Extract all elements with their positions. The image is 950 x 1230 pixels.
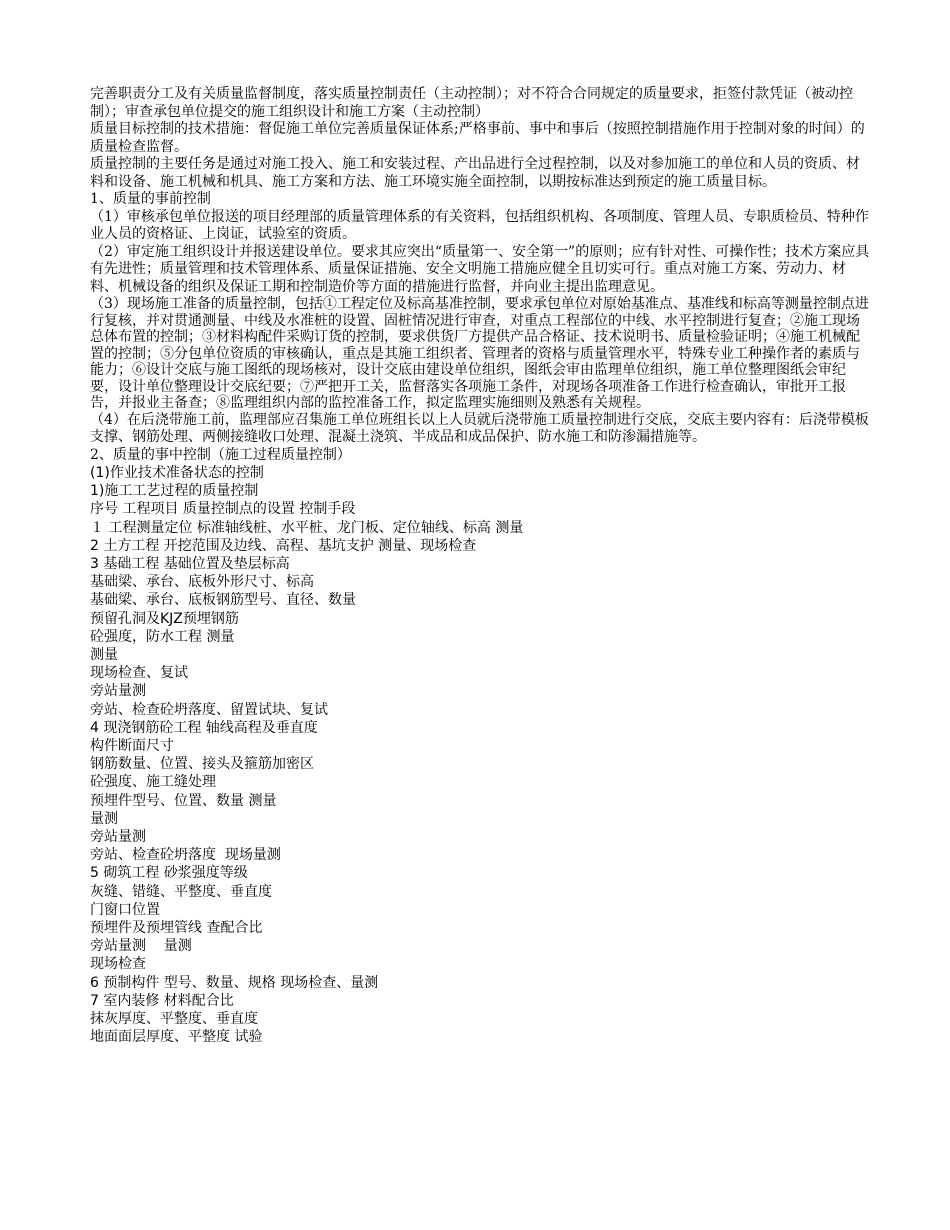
- table-line: 2 土方工程 开挖范围及边线、高程、基坑支护 测量、现场检查: [90, 537, 477, 554]
- table-line: 旁站量测: [90, 829, 146, 846]
- table-line: 基础梁、承台、底板外形尺寸、标高: [90, 574, 314, 591]
- table-line: 抹灰厚度、平整度、垂直度: [90, 1011, 258, 1028]
- table-header-line: 序号 工程项目 质量控制点的设置 控制手段: [90, 501, 356, 518]
- paragraph-item-4: （4）在后浇带施工前，监理部应召集施工单位班组长以上人员就后浇带施工质量控制进行交底，交底主要内容有：后浇带模板支撑、钢筋处理、两侧接缝收口处理、混凝土浇筑、半成品和成品保护、防水施工和防渗漏措施等。: [90, 411, 869, 445]
- table-line: 测量: [90, 647, 118, 664]
- paragraph-quality-responsibility: 完善职责分工及有关质量监督制度，落实质量控制责任（主动控制）；对不符合合同规定的质量要求，拒签付款凭证（被动控制）；审查承包单位提交的施工组织设计和施工方案（主动控制）: [90, 86, 853, 120]
- table-line: 预埋件及预埋管线 查配合比: [90, 920, 263, 937]
- paragraph-item-2: （2）审定施工组织设计并报送建设单位。要求其应突出“质量第一、安全第一”的原则；应有针对性、可操作性；技术方案应具有先进性；质量管理和技术管理体系、质量保证措施、安全文明施工措施应健全且切实可行。重点对施工方案、劳动力、材料、机械设备的组织及保证工期和控制造价等方面的措施进行监督，并向业主提出监理意见。: [90, 243, 870, 295]
- document-page: [90, 86, 870, 1047]
- table-line: 门窗口位置: [90, 901, 160, 918]
- table-line: 地面面层厚度、平整度 试验: [90, 1029, 263, 1046]
- table-line: 预留孔洞及KJZ预埋钢筋: [90, 610, 239, 627]
- table-line: 构件断面尺寸: [90, 738, 174, 755]
- table-line: 旁站、检查砼坍落度、留置试块、复试: [90, 701, 328, 718]
- table-line: 5 砌筑工程 砂浆强度等级: [90, 865, 248, 882]
- table-line: 旁站、检查砼坍落度 现场量测: [90, 847, 281, 864]
- table-line: 旁站量测 量测: [90, 938, 192, 955]
- table-line: 预埋件型号、位置、数量 测量: [90, 792, 277, 809]
- paragraph-item-1: （1）审核承包单位报送的项目经理部的质量管理体系的有关资料，包括组织机构、各项制度、管理人员、专职质检员、特种作业人员的资格证、上岗证，试验室的资质。: [90, 208, 869, 242]
- text-line: 1)施工工艺过程的质量控制: [90, 483, 259, 500]
- table-line: 现场检查: [90, 956, 146, 973]
- table-line: 灰缝、错缝、平整度、垂直度: [90, 883, 272, 900]
- table-line: 7 室内装修 材料配合比: [90, 992, 234, 1009]
- table-line: １ 工程测量定位 标准轴线桩、水平桩、龙门板、定位轴线、标高 测量: [90, 519, 524, 536]
- table-line: 4 现浇钢筋砼工程 轴线高程及垂直度: [90, 719, 318, 736]
- table-line: 6 预制构件 型号、数量、规格 现场检查、量测: [90, 974, 379, 991]
- table-line: 基础梁、承台、底板钢筋型号、直径、数量: [90, 592, 356, 609]
- table-line: 砼强度、施工缝处理: [90, 774, 216, 791]
- heading-in-process-control: 2、质量的事中控制（施工过程质量控制）: [90, 446, 351, 463]
- table-line: 现场检查、复试: [90, 665, 188, 682]
- paragraph-main-task: 质量控制的主要任务是通过对施工投入、施工和安装过程、产出品进行全过程控制，以及对参加施工的单位和人员的资质、材料和设备、施工机械和机具、施工方案和方法、施工环境实施全面控制，以期按标准达到预定的施工质量目标。: [90, 156, 860, 190]
- table-line: 砼强度，防水工程 测量: [90, 628, 235, 645]
- table-line: 旁站量测: [90, 683, 146, 700]
- heading-pre-control: 1、质量的事前控制: [90, 191, 211, 207]
- paragraph-technical-measures: 质量目标控制的技术措施：督促施工单位完善质量保证体系;严格事前、事中和事后（按照控制措施作用于控制对象的时间）的质量检查监督。: [90, 121, 865, 155]
- table-line: 3 基础工程 基础位置及垫层标高: [90, 556, 290, 573]
- table-line: 钢筋数量、位置、接头及箍筋加密区: [90, 756, 314, 773]
- table-line: 量测: [90, 810, 118, 827]
- text-line: (1)作业技术准备状态的控制: [90, 465, 264, 481]
- paragraph-item-3: （3）现场施工准备的质量控制，包括①工程定位及标高基准控制，要求承包单位对原始基准点、基准线和标高等测量控制点进行复核，并对贯通测量、中线及水准桩的设置、固桩情况进行审查，对重点工程部位的中线、水平控制进行复查；②施工现场总体布置的控制；③材料构配件采购订货的控制，要求供货厂方提供产品合格证、技术说明书、质量检验证明；④施工机械配置的控制；⑤分包单位资质的审核确认，重点是其施工组织者、管理者的资格与质量管理水平，特殊专业工种操作者的素质与能力；⑥设计交底与施工图纸的现场核对，设计交底由建设单位组织，图纸会审由监理单位组织，施工单位整理图纸会审纪要，设计单位整理设计交底纪要；⑦严把开工关，监督落实各项施工条件，对现场各项准备工作进行检查确认，审批开工报告，并报业主备查；⑧监理组织内部的监控准备工作，拟定监理实施细则及熟悉有关规程。: [90, 296, 869, 411]
